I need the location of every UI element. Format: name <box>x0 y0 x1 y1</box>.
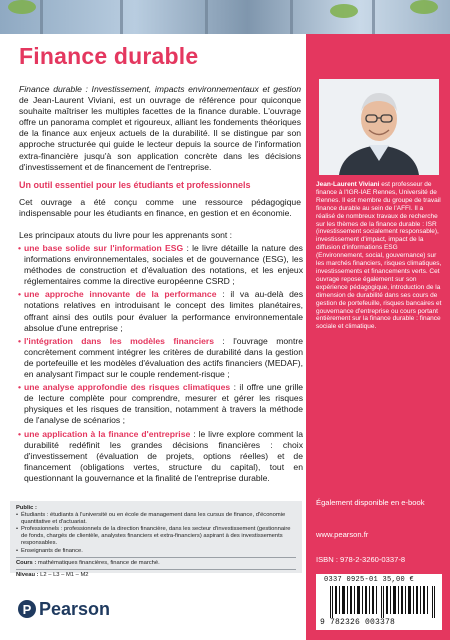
list-item-text: : le livre explore comment la durabilité redéfinit les grandes décisions financières : choix d'investissement (évaluation de projets, options réelles) et de financement (obligations vertes, structure du capital), tout en questionnant la gouvernance et la finalité de l'entreprise durable. <box>24 428 303 483</box>
pearson-logo <box>18 597 110 621</box>
intro-book-subtitle: : Investissement, impacts environnementaux et gestion <box>81 84 301 94</box>
website-link[interactable]: www.pearson.fr <box>316 530 369 539</box>
barcode-digits: 9 782326 003378 <box>320 618 396 627</box>
audience-item: • Étudiants : étudiants à l'université ou en école de management dans les cursus de finance, d'économie quantitative et d'actuariat. <box>16 512 296 526</box>
cours-line <box>16 560 296 567</box>
ebook-note: Également disponible en e-book <box>316 498 425 507</box>
cours-label: Cours : <box>16 559 37 566</box>
barcode-icon <box>330 586 436 618</box>
bullet-icon: • <box>18 289 22 300</box>
author-portrait-icon <box>319 79 439 175</box>
divider <box>16 557 296 558</box>
audience-item: • Professionnels : professionnels de la direction financière, dans les secteur d'investissement (gestionnaire de fonds, chargés de clientèle, analystes financiers et extra-financiers) aspirant à des investissements responsables. <box>16 526 296 547</box>
list-item-highlight: une analyse approfondie des risques climatiques <box>24 382 231 393</box>
list-item-text: : l'ouvrage montre concrètement comment intégrer les critères de durabilité dans la gestion de portefeuille et les modèles d'évaluation des actifs financiers (MEDAF), en analysant l'impact sur le couple rendement-risque ; <box>24 335 303 380</box>
niveau-line <box>16 572 296 579</box>
isbn: ISBN : 978-2-3260-0337-8 <box>316 555 406 564</box>
pearson-mark-icon: P <box>18 600 36 618</box>
intro-text: de Jean-Laurent Viviani, est un ouvrage de référence pour quiconque souhaite maîtriser les multiples facettes de la finance durable. L'ouvrage offre un panorama complet et rigoureux, alliant les fondements théoriques de la finance aux enjeux actuels de la durabilité. Il se distingue par son approche structurée qui guide le lecteur depuis la source de l'information extra-financière jusqu'à son application concrète dans les décisions d'investissement et de financement de l'entreprise. <box>19 95 301 172</box>
list-item-text: : le livre détaille la nature des informations environnementales, sociales et de gouvernance (ESG), les méthodes de construction et d'évaluation des notations, et les enjeux réglementaires comme la directive européenne CSRD ; <box>24 243 303 287</box>
cover-top-photo <box>0 0 450 34</box>
author-bio-text: est professeur de finance à l'IGR-IAE Rennes, Université de Rennes. Il est membre du groupe de travail finance durable au sein de l'AFFI. Il a réalisé de nombreux travaux de recherche sur les thèmes de la finance durable : ISR (investissement socialement responsable), investissement d'impact, impact de la diffusion d'informations ESG (Environnement, social, gouvernance) sur les marchés financiers, risques climatiques, investissements et financements verts. Cet ouvrage repose également sur son expérience pédagogique, introduction de la dimension de durabilité dans ses cours de gestion de portefeuille, risques bancaires et gouvernance d'entreprise ou cours portant entièrement sur la finance durable : finance sociale et climatique. <box>316 181 442 331</box>
niveau-value: L2 – L3 – M1 – M2 <box>38 571 89 578</box>
intro-book-title: Finance durable <box>19 84 82 94</box>
divider <box>16 569 296 570</box>
list-item-highlight: une base solide sur l'information ESG <box>24 243 184 253</box>
audience-item: • Enseignants de finance. <box>16 548 296 555</box>
list-item <box>19 429 303 484</box>
bullet-icon: • <box>18 243 22 253</box>
barcode <box>316 574 442 630</box>
book-title: Finance durable <box>19 43 199 69</box>
audience-list <box>16 512 296 555</box>
list-item-highlight: une approche innovante de la performance <box>24 289 217 300</box>
list-item-highlight: l'intégration dans les modèles financiers <box>24 335 214 346</box>
audience-box <box>10 501 302 578</box>
assets-list <box>19 243 303 486</box>
list-item <box>19 243 303 287</box>
list-item <box>19 336 303 380</box>
list-item-highlight: une application à la finance d'entreprise <box>24 428 191 439</box>
bullet-icon: • <box>18 428 22 439</box>
publisher-name: Pearson <box>39 598 111 619</box>
public-label: Public : <box>16 505 37 511</box>
assets-lead: Les principaux atouts du livre pour les apprenants sont : <box>19 230 233 240</box>
bullet-icon: • <box>18 335 22 346</box>
author-bio <box>316 181 444 331</box>
list-item <box>19 289 303 333</box>
author-photo <box>319 79 439 175</box>
list-item-text: : il offre une grille de lecture complète pour comprendre, mesurer et gérer les risques physiques et les risques de transition, notamment à travers la méthode de l'analyse de scénarios ; <box>24 382 304 426</box>
cours-value: mathématiques financières, finance de marché. <box>36 559 160 566</box>
section-subheading: Un outil essentiel pour les étudiants et professionnels <box>19 180 251 190</box>
price-code: 0337 0925-01 35,00 € <box>324 576 415 584</box>
bullet-icon: • <box>18 382 22 393</box>
list-item <box>19 382 303 426</box>
intro-paragraph <box>19 84 301 173</box>
author-name: Jean-Laurent Viviani <box>316 181 380 188</box>
list-item-text: : il va au-delà des notations relatives en introduisant le concept des limites planétaires, offrant ainsi des outils pour évaluer la performance environnementale absolue d'une entreprise ; <box>24 289 303 333</box>
purpose-paragraph: Cet ouvrage a été conçu comme une ressource pédagogique indispensable pour les étudiants en finance, en gestion et en économie. <box>19 197 301 219</box>
niveau-label: Niveau : <box>16 571 39 578</box>
